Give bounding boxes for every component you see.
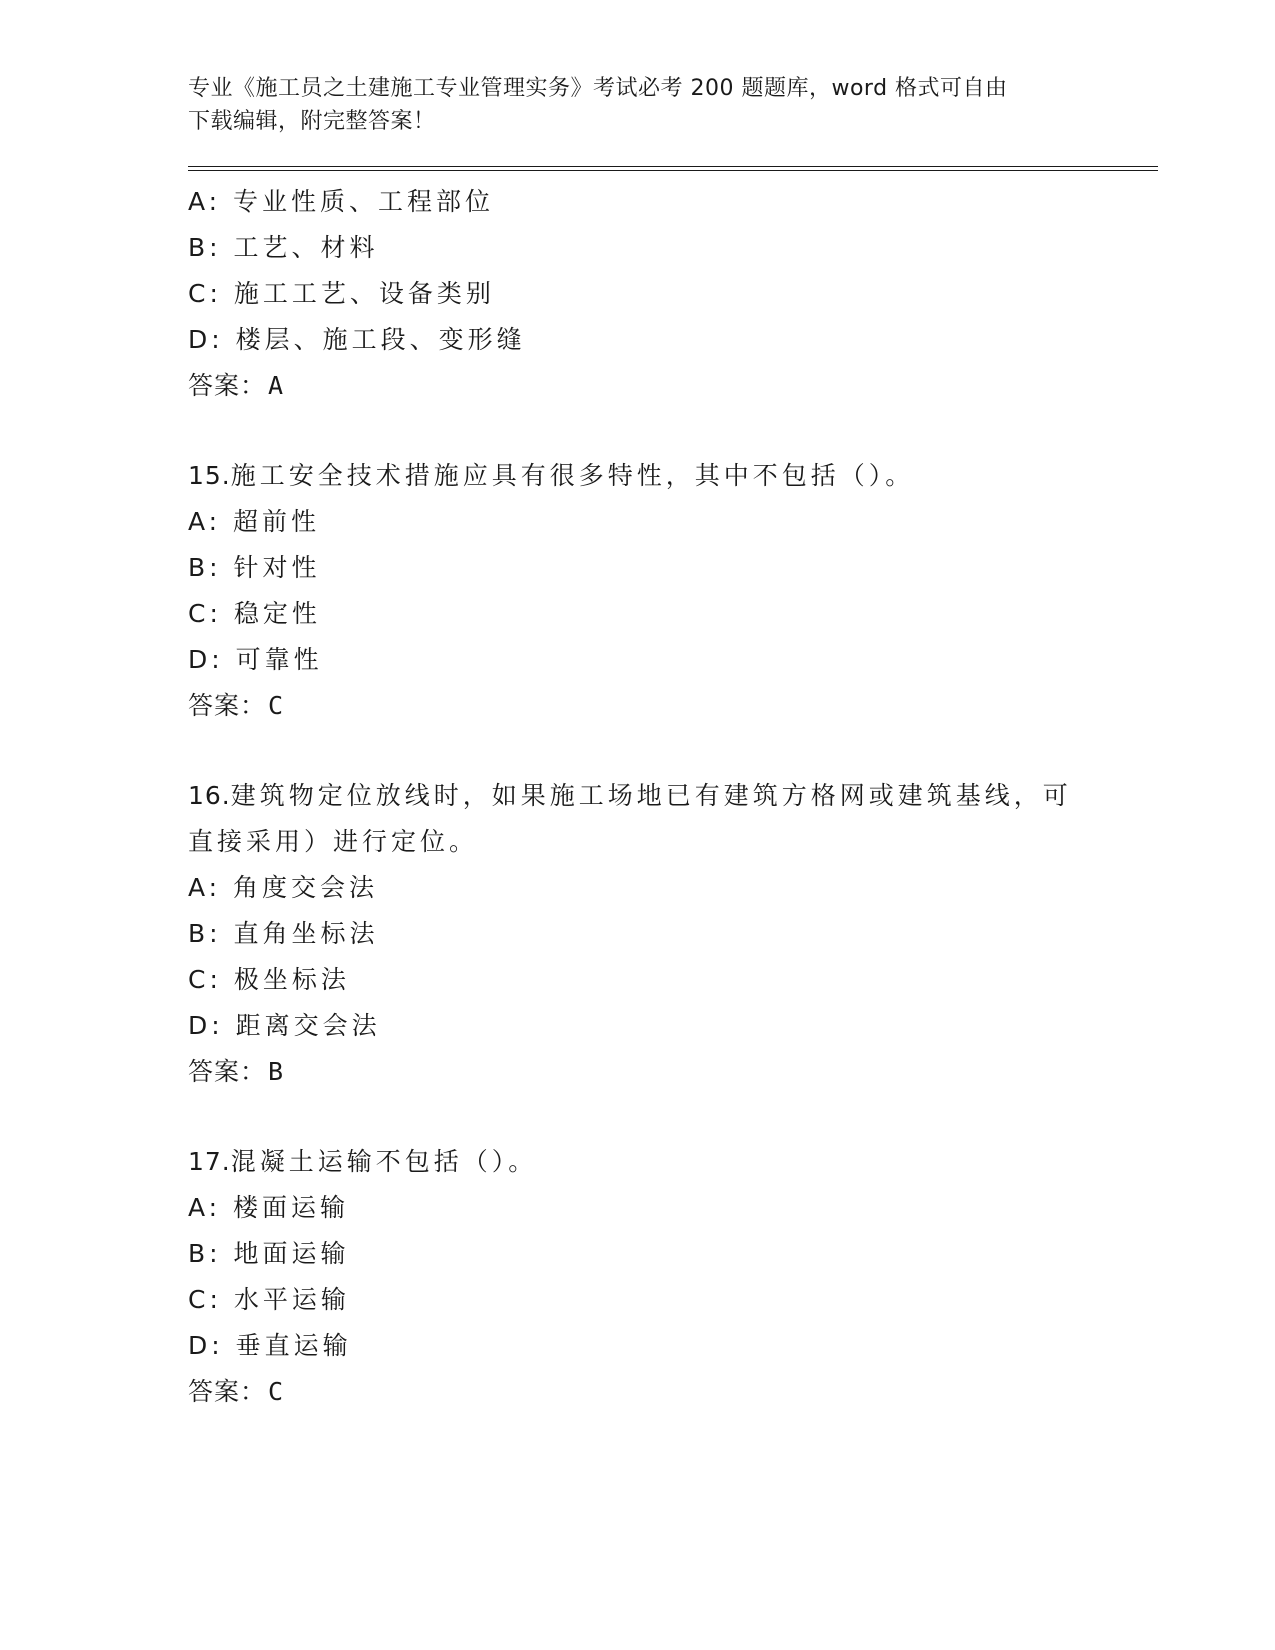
question-text: 建筑物定位放线时，如果施工场地已有建筑方格网或建筑基线，可直接采用）进行定位。 [188,781,1072,856]
question-stem [188,1139,1088,1185]
answer-line [188,1369,1158,1415]
option-a: A: 专业性质、工程部位 [188,187,495,216]
option-c: C: 极坐标法 [188,965,350,994]
option-a: A: 超前性 [188,507,321,536]
answer-label: 答案： [188,371,267,400]
answer-value: B [268,1057,285,1086]
document-header [188,72,1088,138]
answer-label: 答案： [188,1377,267,1406]
option-d: D: 楼层、施工段、变形缝 [188,325,526,354]
option-b: B: 直角坐标法 [188,919,379,948]
option-c: C: 稳定性 [188,599,321,628]
answer-value: A [268,371,285,400]
header-line-2: 下载编辑，附完整答案！ [188,109,436,134]
question-stem [188,773,1088,865]
answer-line [188,1049,1158,1095]
question-stem [188,453,1088,499]
answer-line [188,363,1158,409]
question-text: 混凝土运输不包括（）。 [230,1147,538,1176]
option-d: D: 垂直运输 [188,1331,352,1360]
option-a: A: 楼面运输 [188,1193,350,1222]
question-number: 17. [188,1147,231,1176]
question-16 [188,773,1158,1095]
option-d: D: 可靠性 [188,645,323,674]
option-c: C: 施工工艺、设备类别 [188,279,495,308]
answer-label: 答案： [188,1057,267,1086]
question-14-continued [188,179,1158,409]
question-17 [188,1139,1158,1415]
header-line-1: 专业《施工员之土建施工专业管理实务》考试必考 200 题题库，word 格式可自由 [188,76,1008,101]
option-b: B: 工艺、材料 [188,233,379,262]
header-divider [188,166,1158,171]
question-text: 施工安全技术措施应具有很多特性，其中不包括（）。 [230,461,915,490]
option-b: B: 针对性 [188,553,321,582]
option-a: A: 角度交会法 [188,873,379,902]
option-c: C: 水平运输 [188,1285,350,1314]
answer-value: C [268,1377,285,1406]
answer-value: C [268,691,285,720]
question-number: 16. [188,781,231,810]
question-number: 15. [188,461,231,490]
option-d: D: 距离交会法 [188,1011,381,1040]
answer-line [188,683,1158,729]
option-b: B: 地面运输 [188,1239,350,1268]
question-15 [188,453,1158,729]
answer-label: 答案： [188,691,267,720]
document-page [188,72,1158,1415]
